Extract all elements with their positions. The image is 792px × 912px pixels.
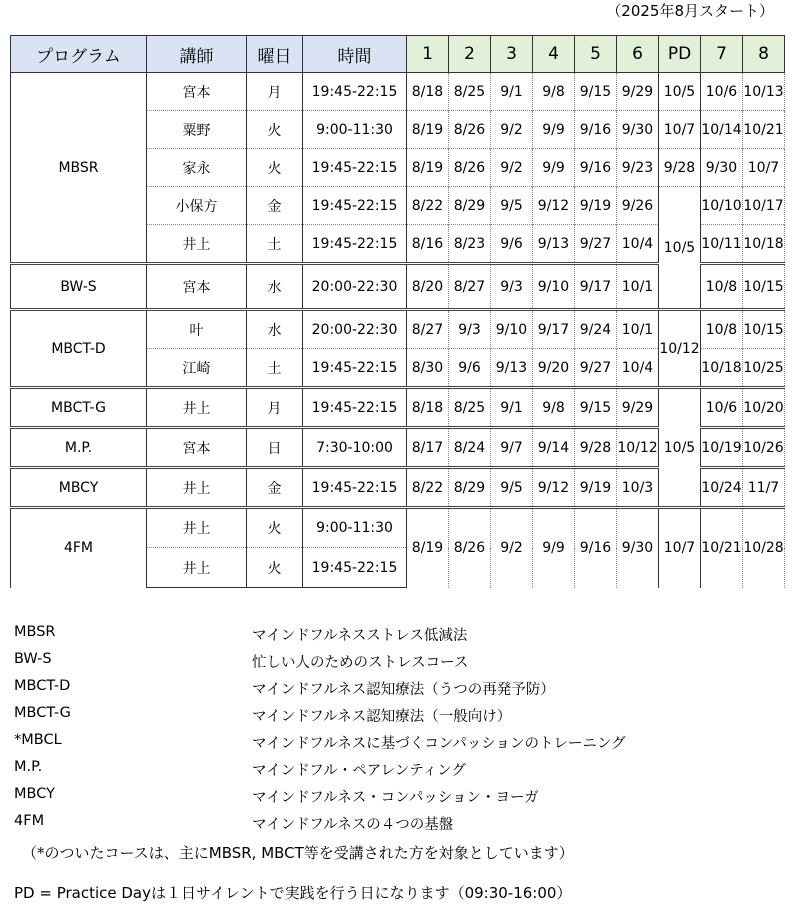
time-cell: 20:00-22:30 bbox=[303, 264, 407, 310]
pd-cell: 10/7 bbox=[659, 111, 701, 149]
date-cell: 8/26 bbox=[449, 508, 491, 588]
date-cell: 9/24 bbox=[575, 310, 617, 349]
legend-desc: 忙しい人のためのストレスコース bbox=[252, 655, 469, 671]
date-cell: 10/11 bbox=[701, 225, 743, 264]
date-cell: 8/25 bbox=[449, 388, 491, 428]
legend-desc: マインドフルネス認知療法（うつの再発予防） bbox=[252, 682, 555, 698]
date-cell: 9/6 bbox=[491, 225, 533, 264]
table-row bbox=[11, 508, 785, 548]
date-cell: 9/1 bbox=[491, 388, 533, 428]
day-cell: 月 bbox=[247, 73, 303, 111]
time-cell: 19:45-22:15 bbox=[303, 468, 407, 508]
instructor-cell: 江崎 bbox=[147, 349, 247, 388]
legend-code: BW-S bbox=[14, 651, 52, 667]
date-cell: 8/30 bbox=[407, 349, 449, 388]
date-cell: 9/7 bbox=[491, 428, 533, 468]
date-cell: 8/16 bbox=[407, 225, 449, 264]
instructor-cell: 粟野 bbox=[147, 111, 247, 149]
legend-item bbox=[14, 786, 626, 813]
instructor-cell: 宮本 bbox=[147, 428, 247, 468]
date-cell: 9/2 bbox=[491, 149, 533, 187]
program-cell: BW-S bbox=[11, 264, 147, 310]
instructor-cell: 小保方 bbox=[147, 187, 247, 225]
date-cell: 10/26 bbox=[743, 428, 785, 468]
date-cell: 8/29 bbox=[449, 187, 491, 225]
date-cell: 8/22 bbox=[407, 187, 449, 225]
date-cell: 11/7 bbox=[743, 468, 785, 508]
date-cell: 8/20 bbox=[407, 264, 449, 310]
instructor-cell: 井上 bbox=[147, 388, 247, 428]
instructor-cell: 宮本 bbox=[147, 264, 247, 310]
date-cell: 10/13 bbox=[743, 73, 785, 111]
instructor-cell: 井上 bbox=[147, 508, 247, 548]
date-cell: 10/10 bbox=[701, 187, 743, 225]
date-cell: 9/12 bbox=[533, 187, 575, 225]
day-cell: 水 bbox=[247, 310, 303, 349]
pd-cell: 10/5 bbox=[659, 73, 701, 111]
date-cell: 9/19 bbox=[575, 468, 617, 508]
date-cell: 9/29 bbox=[617, 73, 659, 111]
date-cell: 9/14 bbox=[533, 428, 575, 468]
header-time: 時間 bbox=[303, 36, 407, 73]
date-cell: 9/28 bbox=[575, 428, 617, 468]
table-row bbox=[11, 310, 785, 349]
legend-item bbox=[14, 813, 626, 840]
program-cell: M.P. bbox=[11, 428, 147, 468]
date-cell: 9/30 bbox=[701, 149, 743, 187]
header-session: 2 bbox=[449, 36, 491, 73]
date-cell: 10/6 bbox=[701, 73, 743, 111]
pd-cell-merged: 10/5 bbox=[659, 388, 701, 508]
program-cell: MBSR bbox=[11, 73, 147, 264]
legend-item bbox=[14, 651, 626, 678]
date-cell: 9/5 bbox=[491, 187, 533, 225]
date-cell: 9/3 bbox=[491, 264, 533, 310]
date-cell: 8/24 bbox=[449, 428, 491, 468]
instructor-cell: 井上 bbox=[147, 548, 247, 588]
date-cell: 8/29 bbox=[449, 468, 491, 508]
date-cell: 10/15 bbox=[743, 310, 785, 349]
date-cell: 8/18 bbox=[407, 73, 449, 111]
time-cell: 7:30-10:00 bbox=[303, 428, 407, 468]
date-cell: 10/19 bbox=[701, 428, 743, 468]
day-cell: 金 bbox=[247, 468, 303, 508]
date-cell: 9/10 bbox=[491, 310, 533, 349]
date-cell: 10/21 bbox=[743, 111, 785, 149]
date-cell: 10/1 bbox=[617, 310, 659, 349]
day-cell: 土 bbox=[247, 225, 303, 264]
date-cell: 9/13 bbox=[533, 225, 575, 264]
date-cell: 8/17 bbox=[407, 428, 449, 468]
date-cell: 10/1 bbox=[617, 264, 659, 310]
date-cell: 8/19 bbox=[407, 149, 449, 187]
date-cell: 10/12 bbox=[617, 428, 659, 468]
date-cell: 9/9 bbox=[533, 149, 575, 187]
date-cell: 10/18 bbox=[701, 349, 743, 388]
legend-code: 4FM bbox=[14, 813, 45, 829]
date-cell: 9/19 bbox=[575, 187, 617, 225]
date-cell: 8/27 bbox=[407, 310, 449, 349]
program-cell: MBCT-D bbox=[11, 310, 147, 388]
header-program: プログラム bbox=[11, 36, 147, 73]
date-cell: 10/21 bbox=[701, 508, 743, 588]
date-cell: 9/15 bbox=[575, 388, 617, 428]
date-cell: 9/2 bbox=[491, 508, 533, 588]
legend-item bbox=[14, 759, 626, 786]
asterisk-note: （*のついたコースは、主にMBSR, MBCT等を受講された方を対象としています） bbox=[22, 844, 574, 862]
pd-cell-merged: 10/12 bbox=[659, 310, 701, 388]
pd-cell: 9/28 bbox=[659, 149, 701, 187]
date-cell: 9/15 bbox=[575, 73, 617, 111]
time-cell: 20:00-22:30 bbox=[303, 310, 407, 349]
time-cell: 9:00-11:30 bbox=[303, 111, 407, 149]
header-session: 8 bbox=[743, 36, 785, 73]
day-cell: 火 bbox=[247, 548, 303, 588]
date-cell: 10/20 bbox=[743, 388, 785, 428]
date-cell: 9/30 bbox=[617, 508, 659, 588]
time-cell: 19:45-22:15 bbox=[303, 548, 407, 588]
header-instructor: 講師 bbox=[147, 36, 247, 73]
time-cell: 19:45-22:15 bbox=[303, 73, 407, 111]
date-cell: 9/6 bbox=[449, 349, 491, 388]
date-cell: 9/16 bbox=[575, 508, 617, 588]
pd-note: PD = Practice Dayは１日サイレントで実践を行う日になります（09:30-16:00） bbox=[14, 884, 572, 902]
date-cell: 10/7 bbox=[743, 149, 785, 187]
day-cell: 水 bbox=[247, 264, 303, 310]
date-cell: 10/3 bbox=[617, 468, 659, 508]
day-cell: 金 bbox=[247, 187, 303, 225]
header-session: 6 bbox=[617, 36, 659, 73]
header-session: 7 bbox=[701, 36, 743, 73]
date-cell: 9/29 bbox=[617, 388, 659, 428]
date-cell: 10/17 bbox=[743, 187, 785, 225]
instructor-cell: 叶 bbox=[147, 310, 247, 349]
date-cell: 9/8 bbox=[533, 388, 575, 428]
schedule-subtitle: （2025年8月スタート） bbox=[606, 2, 774, 20]
legend-desc: マインドフルネスの４つの基盤 bbox=[252, 817, 454, 833]
header-row bbox=[11, 36, 785, 73]
header-day: 曜日 bbox=[247, 36, 303, 73]
legend-code: MBCY bbox=[14, 786, 55, 802]
program-cell: MBCT-G bbox=[11, 388, 147, 428]
date-cell: 10/14 bbox=[701, 111, 743, 149]
date-cell: 8/19 bbox=[407, 111, 449, 149]
date-cell: 10/6 bbox=[701, 388, 743, 428]
program-cell: 4FM bbox=[11, 508, 147, 588]
date-cell: 9/26 bbox=[617, 187, 659, 225]
legend-desc: マインドフルネス・コンパッション・ヨーガ bbox=[252, 790, 539, 806]
table-row bbox=[11, 73, 785, 111]
time-cell: 19:45-22:15 bbox=[303, 388, 407, 428]
date-cell: 10/15 bbox=[743, 264, 785, 310]
date-cell: 9/20 bbox=[533, 349, 575, 388]
date-cell: 10/4 bbox=[617, 349, 659, 388]
date-cell: 10/18 bbox=[743, 225, 785, 264]
day-cell: 火 bbox=[247, 508, 303, 548]
instructor-cell: 家永 bbox=[147, 149, 247, 187]
legend-desc: マインドフル・ペアレンティング bbox=[252, 763, 466, 779]
header-session-pd: PD bbox=[659, 36, 701, 73]
time-cell: 19:45-22:15 bbox=[303, 149, 407, 187]
date-cell: 9/13 bbox=[491, 349, 533, 388]
day-cell: 月 bbox=[247, 388, 303, 428]
time-cell: 19:45-22:15 bbox=[303, 187, 407, 225]
date-cell: 9/2 bbox=[491, 111, 533, 149]
day-cell: 火 bbox=[247, 149, 303, 187]
header-session: 3 bbox=[491, 36, 533, 73]
date-cell: 9/9 bbox=[533, 111, 575, 149]
date-cell: 9/30 bbox=[617, 111, 659, 149]
date-cell: 9/9 bbox=[533, 508, 575, 588]
legend-code: *MBCL bbox=[14, 732, 62, 748]
legend-item bbox=[14, 678, 626, 705]
header-session: 5 bbox=[575, 36, 617, 73]
legend-item bbox=[14, 732, 626, 759]
date-cell: 9/12 bbox=[533, 468, 575, 508]
date-cell: 10/28 bbox=[743, 508, 785, 588]
program-legend bbox=[14, 624, 626, 840]
date-cell: 9/3 bbox=[449, 310, 491, 349]
date-cell: 8/23 bbox=[449, 225, 491, 264]
program-cell: MBCY bbox=[11, 468, 147, 508]
legend-code: M.P. bbox=[14, 759, 43, 775]
legend-item bbox=[14, 624, 626, 651]
date-cell: 9/5 bbox=[491, 468, 533, 508]
date-cell: 10/25 bbox=[743, 349, 785, 388]
date-cell: 9/17 bbox=[575, 264, 617, 310]
instructor-cell: 井上 bbox=[147, 468, 247, 508]
schedule-table bbox=[10, 35, 785, 588]
date-cell: 8/26 bbox=[449, 111, 491, 149]
pd-cell-merged: 10/5 bbox=[659, 187, 701, 310]
date-cell: 9/16 bbox=[575, 111, 617, 149]
date-cell: 9/8 bbox=[533, 73, 575, 111]
legend-code: MBCT-D bbox=[14, 678, 71, 694]
instructor-cell: 宮本 bbox=[147, 73, 247, 111]
date-cell: 10/8 bbox=[701, 310, 743, 349]
time-cell: 19:45-22:15 bbox=[303, 225, 407, 264]
legend-desc: マインドフルネスストレス低減法 bbox=[252, 628, 468, 644]
legend-code: MBSR bbox=[14, 624, 56, 640]
date-cell: 8/18 bbox=[407, 388, 449, 428]
date-cell: 9/27 bbox=[575, 225, 617, 264]
date-cell: 9/1 bbox=[491, 73, 533, 111]
table-row bbox=[11, 388, 785, 428]
legend-desc: マインドフルネスに基づくコンパッションのトレーニング bbox=[252, 736, 626, 752]
date-cell: 9/23 bbox=[617, 149, 659, 187]
day-cell: 土 bbox=[247, 349, 303, 388]
date-cell: 8/19 bbox=[407, 508, 449, 588]
pd-cell: 10/7 bbox=[659, 508, 701, 588]
day-cell: 火 bbox=[247, 111, 303, 149]
time-cell: 9:00-11:30 bbox=[303, 508, 407, 548]
date-cell: 8/27 bbox=[449, 264, 491, 310]
date-cell: 10/4 bbox=[617, 225, 659, 264]
day-cell: 日 bbox=[247, 428, 303, 468]
date-cell: 8/25 bbox=[449, 73, 491, 111]
date-cell: 9/27 bbox=[575, 349, 617, 388]
header-session: 4 bbox=[533, 36, 575, 73]
date-cell: 9/16 bbox=[575, 149, 617, 187]
instructor-cell: 井上 bbox=[147, 225, 247, 264]
date-cell: 8/22 bbox=[407, 468, 449, 508]
legend-item bbox=[14, 705, 626, 732]
date-cell: 10/8 bbox=[701, 264, 743, 310]
date-cell: 10/24 bbox=[701, 468, 743, 508]
date-cell: 8/26 bbox=[449, 149, 491, 187]
date-cell: 9/17 bbox=[533, 310, 575, 349]
time-cell: 19:45-22:15 bbox=[303, 349, 407, 388]
date-cell: 9/10 bbox=[533, 264, 575, 310]
header-session: 1 bbox=[407, 36, 449, 73]
legend-code: MBCT-G bbox=[14, 705, 71, 721]
legend-desc: マインドフルネス認知療法（一般向け） bbox=[252, 709, 512, 725]
